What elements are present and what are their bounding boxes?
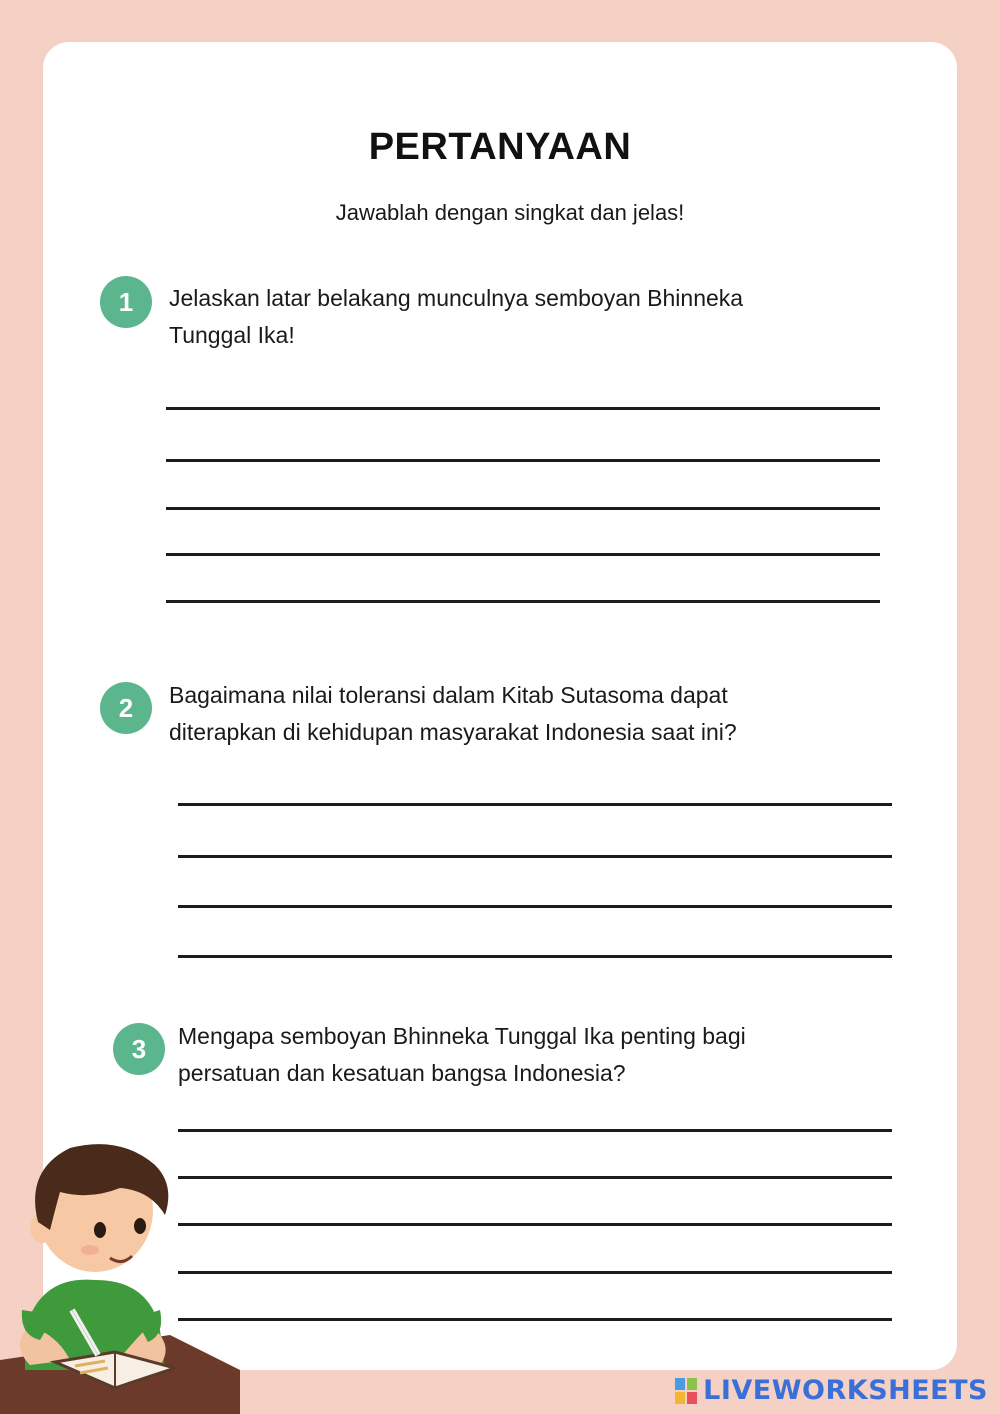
answer-line-q2-3[interactable] (178, 905, 892, 908)
answer-line-q3-1[interactable] (178, 1129, 892, 1132)
question-2-text (169, 677, 737, 751)
question-2-line-2: diterapkan di kehidupan masyarakat Indonesia saat ini? (169, 719, 737, 745)
question-3-text (178, 1018, 746, 1092)
answer-line-q2-1[interactable] (178, 803, 892, 806)
question-3-line-1: Mengapa semboyan Bhinneka Tunggal Ika penting bagi (178, 1023, 746, 1049)
question-1-text (169, 280, 743, 354)
answer-line-q2-2[interactable] (178, 855, 892, 858)
question-2-line-1: Bagaimana nilai toleransi dalam Kitab Sutasoma dapat (169, 682, 728, 708)
answer-line-q3-3[interactable] (178, 1223, 892, 1226)
answer-line-q1-1[interactable] (166, 407, 880, 410)
liveworksheets-logo-icon (675, 1378, 697, 1404)
instruction-text: Jawablah dengan singkat dan jelas! (335, 200, 685, 225)
answer-line-q1-2[interactable] (166, 459, 880, 462)
answer-line-q1-5[interactable] (166, 600, 880, 603)
liveworksheets-brand-text: LIVEWORKSHEETS (703, 1375, 988, 1406)
answer-line-q3-2[interactable] (178, 1176, 892, 1179)
answer-line-q2-4[interactable] (178, 955, 892, 958)
question-1-line-2: Tunggal Ika! (169, 322, 295, 348)
question-3-line-2: persatuan dan kesatuan bangsa Indonesia? (178, 1060, 626, 1086)
question-1-number-badge: 1 (100, 276, 152, 328)
question-1-line-1: Jelaskan latar belakang munculnya semboyan Bhinneka (169, 285, 744, 311)
boy-writing-illustration (0, 1130, 240, 1414)
page-title: PERTANYAAN (368, 126, 632, 168)
liveworksheets-logo (675, 1375, 988, 1406)
answer-line-q3-5[interactable] (178, 1318, 892, 1321)
answer-line-q1-4[interactable] (166, 553, 880, 556)
question-2-number-badge: 2 (100, 682, 152, 734)
answer-line-q1-3[interactable] (166, 507, 880, 510)
answer-line-q3-4[interactable] (178, 1271, 892, 1274)
question-3-number-badge: 3 (113, 1023, 165, 1075)
